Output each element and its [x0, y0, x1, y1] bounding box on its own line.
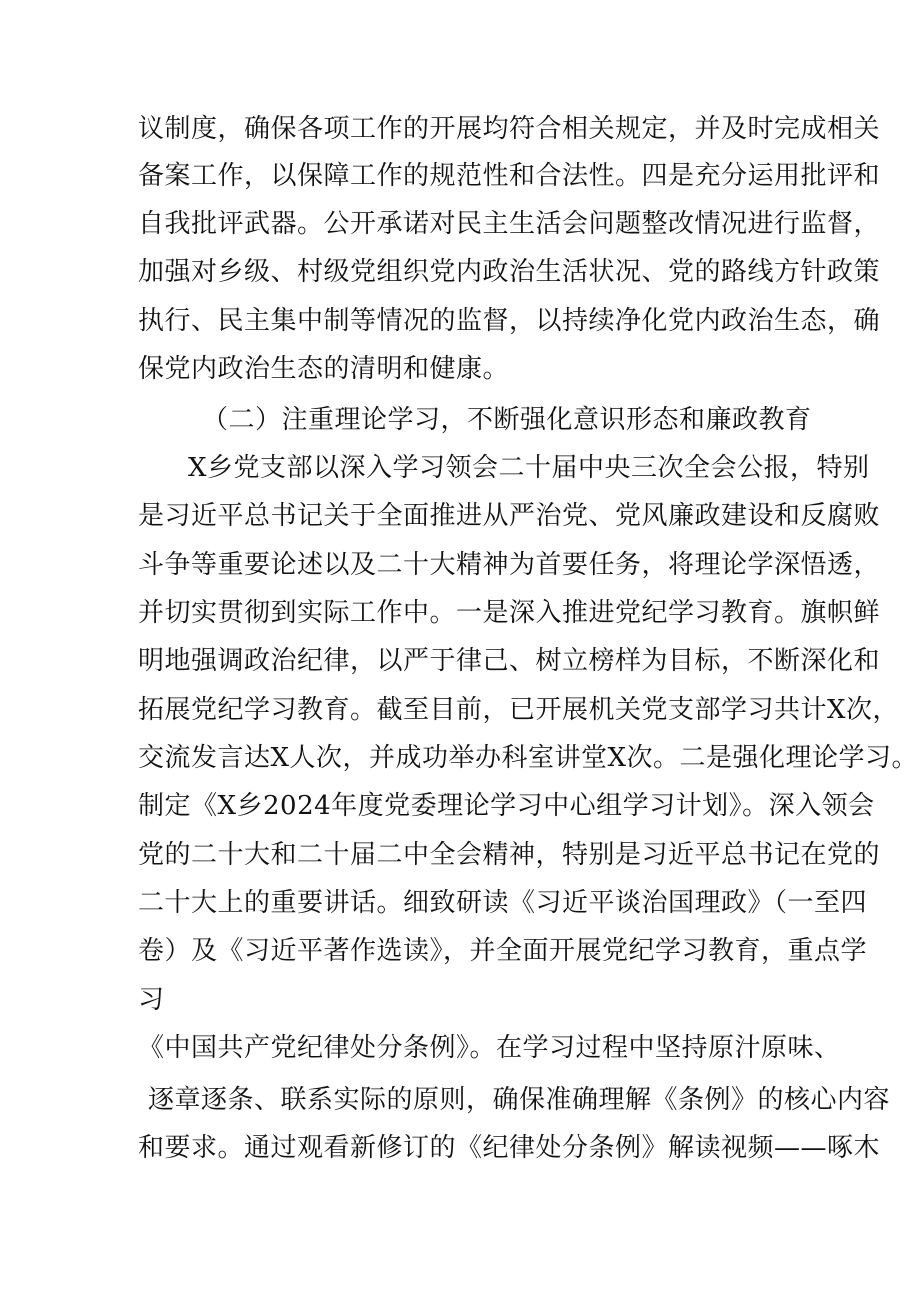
paragraph-line-11: 明地强调政治纪律，以严于律己、树立榜样为目标，不断深化和	[138, 646, 881, 676]
paragraph-line-4: 加强对乡级、村级党组织党内政治生活状况、党的路线方针政策	[138, 257, 881, 287]
paragraph-line-1: 议制度，确保各项工作的开展均符合相关规定，并及时完成相关	[138, 114, 881, 144]
paragraph-line-13: 交流发言达X人次，并成功举办科室讲堂X次。二是强化理论学习。	[138, 743, 919, 773]
paragraph-line-9: 斗争等重要论述以及二十大精神为首要任务，将理论学深悟透，	[138, 550, 881, 580]
paragraph-line-19: 《中国共产党纪律处分条例》。在学习过程中坚持原汁原味、	[138, 1033, 841, 1063]
paragraph-line-16: 二十大上的重要讲话。细致研读《习近平谈治国理政》（一至四	[138, 888, 868, 918]
paragraph-line-10: 并切实贯彻到实际工作中。一是深入推进党纪学习教育。旗帜鲜	[138, 598, 881, 628]
paragraph-line-12: 拓展党纪学习教育。截至目前，已开展机关党支部学习共计X次，	[138, 695, 900, 725]
paragraph-line-20: 逐章逐条、联系实际的原则，确保准确理解《条例》的核心内容	[148, 1085, 891, 1115]
paragraph-line-15: 党的二十大和二十届二中全会精神，特别是习近平总书记在党的	[138, 840, 881, 870]
paragraph-line-21: 和要求。通过观看新修订的《纪律处分条例》解读视频——啄木	[138, 1133, 881, 1163]
paragraph-line-2: 备案工作，以保障工作的规范性和合法性。四是充分运用批评和	[138, 161, 881, 191]
paragraph-line-3: 自我批评武器。公开承诺对民主生活会问题整改情况进行监督，	[138, 209, 881, 239]
paragraph-line-7: X乡党支部以深入学习领会二十届中央三次全会公报，特别	[188, 453, 870, 483]
paragraph-line-5: 执行、民主集中制等情况的监督，以持续净化党内政治生态，确	[138, 306, 881, 336]
paragraph-line-18: 习	[138, 985, 165, 1015]
paragraph-line-17: 卷）及《习近平著作选读》，并全面开展党纪学习教育，重点学	[138, 936, 868, 966]
paragraph-line-14: 制定《X乡2024年度党委理论学习中心组学习计划》。深入领会	[138, 791, 875, 821]
paragraph-line-8: 是习近平总书记关于全面推进从严治党、党风廉政建设和反腐败	[138, 501, 881, 531]
section-heading: （二）注重理论学习，不断强化意识形态和廉政教育	[202, 405, 812, 435]
paragraph-line-6: 保党内政治生态的清明和健康。	[138, 354, 510, 384]
